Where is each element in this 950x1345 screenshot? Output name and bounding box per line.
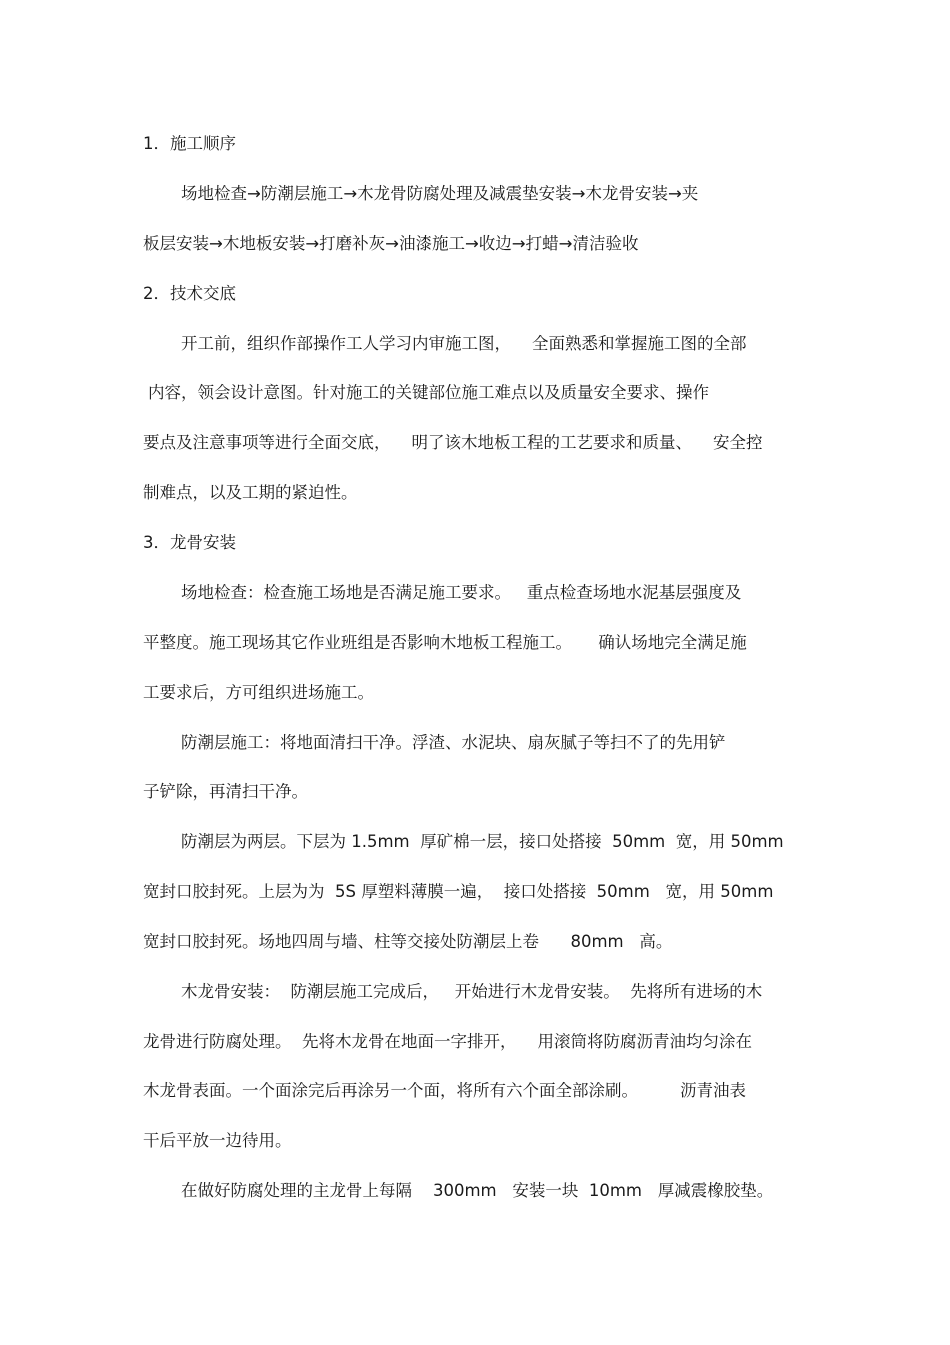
paragraph-line: 木龙骨安装： 防潮层施工完成后， 开始进行木龙骨安装。 先将所有进场的木: [181, 982, 763, 1001]
paragraph-line: 宽封口胶封死。上层为为 5S 厚塑料薄膜一遍， 接口处搭接 50mm 宽，用 50mm: [143, 882, 774, 901]
paragraph-line: 工要求后，方可组织进场施工。: [143, 683, 374, 702]
paragraph-line: 木龙骨表面。一个面涂完后再涂另一个面，将所有六个面全部涂刷。 沥青油表: [143, 1081, 746, 1100]
heading-keel-installation: 3．龙骨安装: [143, 533, 236, 552]
paragraph-line: 防潮层施工：将地面清扫干净。浮渣、水泥块、扇灰腻子等扫不了的先用铲: [181, 733, 726, 752]
paragraph-line: 平整度。施工现场其它作业班组是否影响木地板工程施工。 确认场地完全满足施: [143, 633, 747, 652]
paragraph-line: 内容，领会设计意图。针对施工的关键部位施工难点以及质量安全要求、操作: [148, 383, 709, 402]
paragraph-line: 要点及注意事项等进行全面交底， 明了该木地板工程的工艺要求和质量、 安全控: [143, 433, 763, 452]
heading-construction-sequence: 1．施工顺序: [143, 134, 236, 153]
paragraph-line: 场地检查→防潮层施工→木龙骨防腐处理及减震垫安装→木龙骨安装→夹: [181, 184, 699, 203]
paragraph-line: 场地检查：检查施工场地是否满足施工要求。 重点检查场地水泥基层强度及: [181, 583, 742, 602]
paragraph-line: 干后平放一边待用。: [143, 1131, 292, 1150]
paragraph-line: 宽封口胶封死。场地四周与墙、柱等交接处防潮层上卷 80mm 高。: [143, 932, 673, 951]
heading-technical-briefing: 2．技术交底: [143, 284, 236, 303]
paragraph-line: 板层安装→木地板安装→打磨补灰→油漆施工→收边→打蜡→清洁验收: [143, 234, 639, 253]
paragraph-line: 子铲除，再清扫干净。: [143, 782, 308, 801]
paragraph-line: 在做好防腐处理的主龙骨上每隔 300mm 安装一块 10mm 厚减震橡胶垫。: [181, 1181, 774, 1200]
paragraph-line: 防潮层为两层。下层为 1.5mm 厚矿棉一层，接口处搭接 50mm 宽，用 50mm: [181, 832, 784, 851]
paragraph-line: 开工前，组织作部操作工人学习内审施工图， 全面熟悉和掌握施工图的全部: [181, 334, 747, 353]
paragraph-line: 龙骨进行防腐处理。 先将木龙骨在地面一字排开， 用滚筒将防腐沥青油均匀涂在: [143, 1032, 752, 1051]
paragraph-line: 制难点，以及工期的紧迫性。: [143, 483, 358, 502]
